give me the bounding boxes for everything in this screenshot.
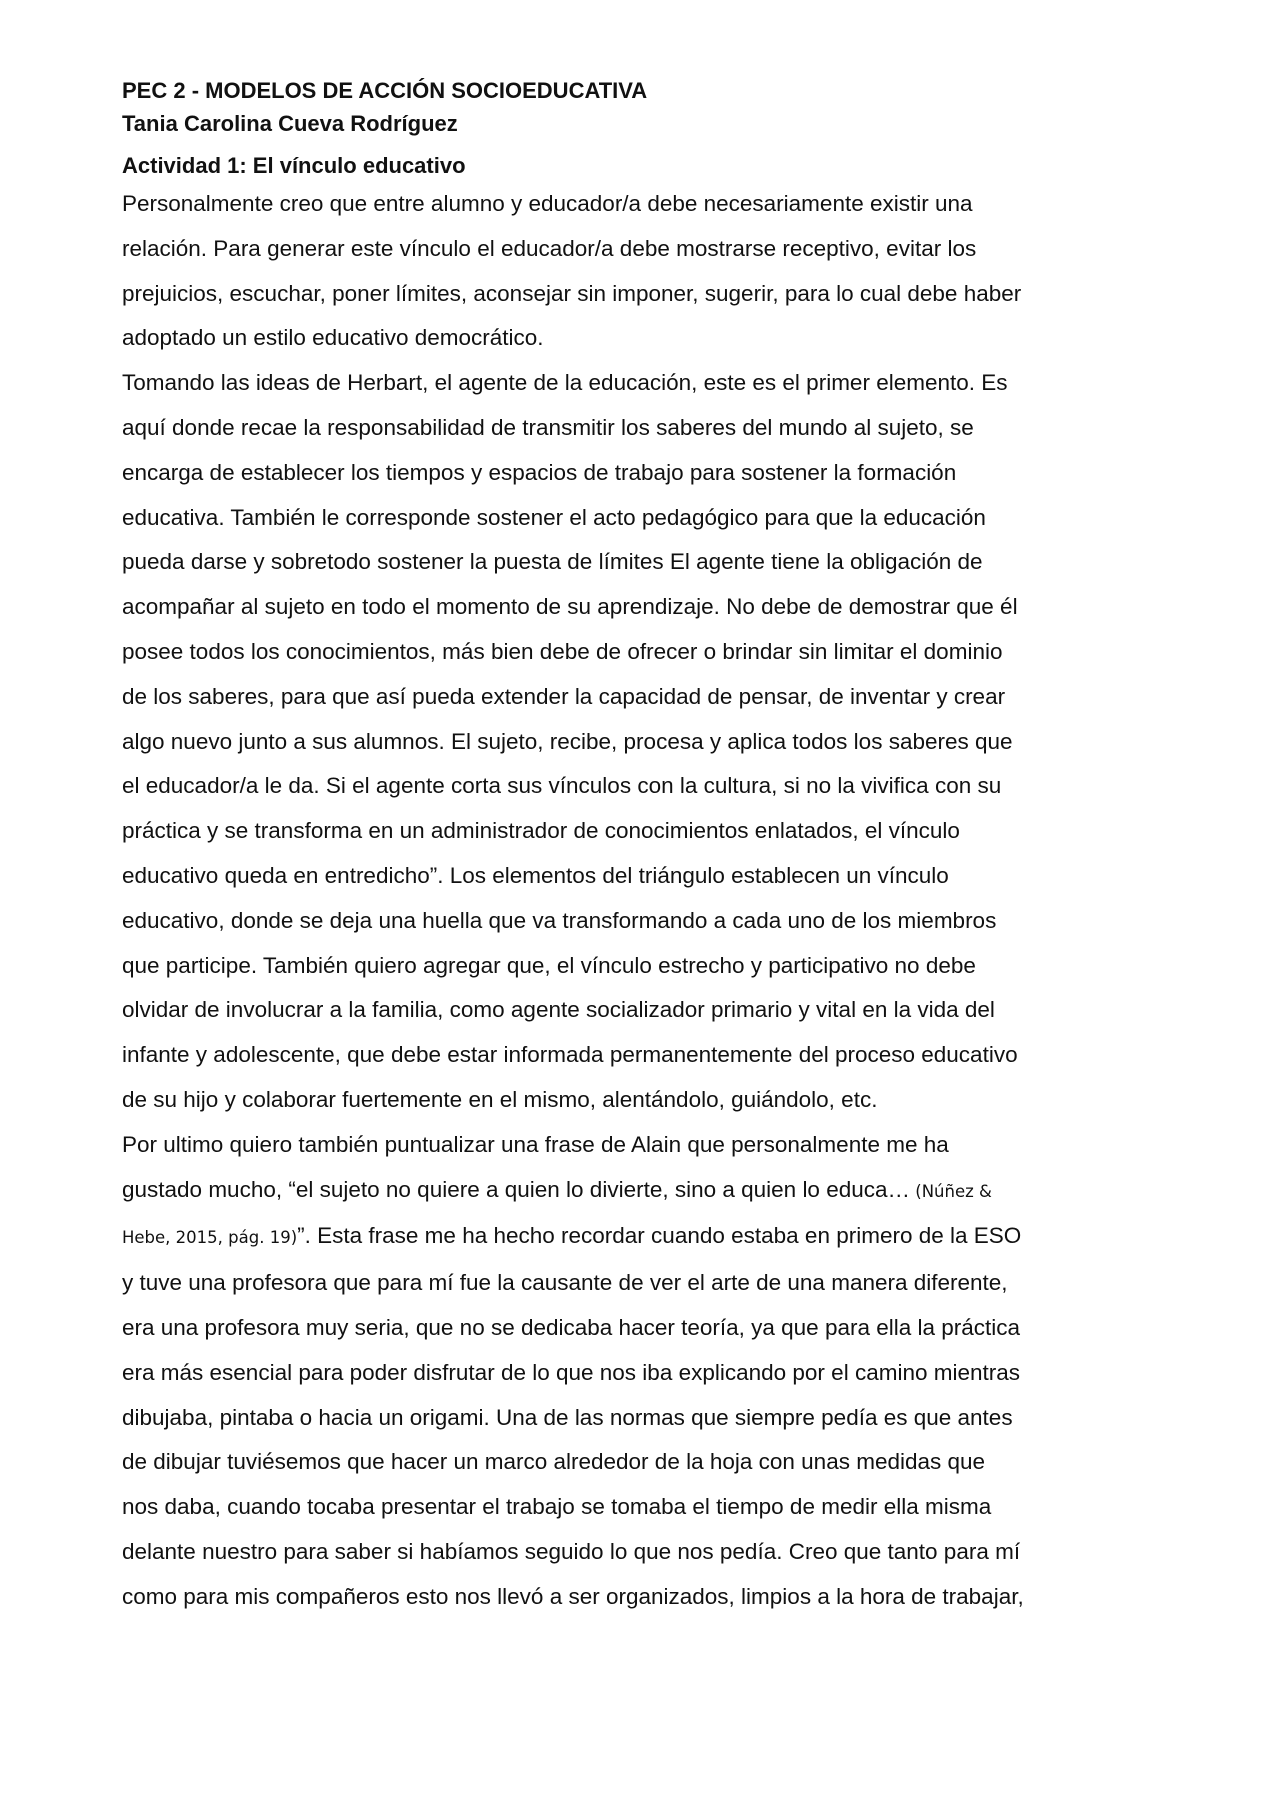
text-line: Personalmente creo que entre alumno y educador/a debe necesariamente existir una bbox=[122, 191, 973, 216]
text-line: de dibujar tuviésemos que hacer un marco alrededor de la hoja con unas medidas que bbox=[122, 1449, 986, 1475]
text-line: de su hijo y colaborar fuertemente en el mismo, alentándolo, guiándolo, etc. bbox=[122, 1086, 878, 1112]
quote-continuation: ”. Esta frase me ha hecho recordar cuando estaba en primero de la ESO bbox=[297, 1223, 1022, 1249]
author-name: Tania Carolina Cueva Rodríguez bbox=[122, 111, 458, 136]
text-line: como para mis compañeros esto nos llevó a ser organizados, limpios a la hora de trabajar, bbox=[122, 1583, 1024, 1609]
text-line: que participe. También quiero agregar que, el vínculo estrecho y participativo no debe bbox=[122, 952, 976, 978]
paragraph-herbart bbox=[122, 361, 1172, 1123]
text-line bbox=[122, 1168, 1172, 1215]
text-line: era más esencial para poder disfrutar de lo que nos iba explicando por el camino mientras bbox=[122, 1359, 1021, 1385]
paragraph-intro bbox=[122, 182, 1172, 361]
quote-text: gustado mucho, “el sujeto no quiere a quien lo divierte, sino a quien lo educa… bbox=[122, 1176, 911, 1202]
text-line: adoptado un estilo educativo democrático. bbox=[122, 325, 544, 351]
text-line: encarga de establecer los tiempos y espacios de trabajo para sostener la formación bbox=[122, 459, 957, 485]
text-line: de los saberes, para que así pueda extender la capacidad de pensar, de inventar y crear bbox=[122, 683, 1006, 709]
paragraph-alain bbox=[122, 1123, 1172, 1620]
text-line: algo nuevo junto a sus alumnos. El sujeto, recibe, procesa y aplica todos los saberes que bbox=[122, 728, 1013, 754]
text-line: dibujaba, pintaba o hacia un origami. Una de las normas que siempre pedía es que antes bbox=[122, 1404, 1013, 1430]
text-line: Por ultimo quiero también puntualizar una frase de Alain que personalmente me ha bbox=[122, 1131, 949, 1157]
text-line: y tuve una profesora que para mí fue la causante de ver el arte de una manera diferente, bbox=[122, 1270, 1008, 1296]
text-line: educativa. También le corresponde sostener el acto pedagógico para que la educación bbox=[122, 504, 986, 530]
text-line: aquí donde recae la responsabilidad de transmitir los saberes del mundo al sujeto, se bbox=[122, 414, 974, 440]
citation: Hebe, 2015, pág. 19) bbox=[122, 1228, 298, 1248]
text-line: pueda darse y sobretodo sostener la puesta de límites El agente tiene la obligación de bbox=[122, 549, 983, 575]
citation: (Núñez & bbox=[910, 1181, 992, 1201]
text-line: el educador/a le da. Si el agente corta sus vínculos con la cultura, si no la vivifica con su bbox=[122, 773, 1002, 799]
text-line: prejuicios, escuchar, poner límites, aconsejar sin imponer, sugerir, para lo cual debe haber bbox=[122, 280, 1022, 306]
text-line: posee todos los conocimientos, más bien debe de ofrecer o brindar sin limitar el dominio bbox=[122, 638, 1003, 664]
activity-heading: Actividad 1: El vínculo educativo bbox=[122, 153, 466, 178]
text-line: educativo queda en entredicho”. Los elementos del triángulo establecen un vínculo bbox=[122, 862, 949, 888]
text-line: olvidar de involucrar a la familia, como agente socializador primario y vital en la vida del bbox=[122, 997, 995, 1023]
text-line: educativo, donde se deja una huella que va transformando a cada uno de los miembros bbox=[122, 907, 997, 933]
text-line: infante y adolescente, que debe estar informada permanentemente del proceso educativo bbox=[122, 1042, 1018, 1068]
document-content bbox=[122, 74, 1172, 1620]
text-line: acompañar al sujeto en todo el momento de su aprendizaje. No debe de demostrar que él bbox=[122, 594, 1018, 620]
document-title: PEC 2 - MODELOS DE ACCIÓN SOCIOEDUCATIVA bbox=[122, 78, 648, 103]
text-line: delante nuestro para saber si habíamos seguido lo que nos pedía. Creo que tanto para mí bbox=[122, 1538, 1021, 1564]
text-line bbox=[122, 1214, 1172, 1261]
text-line: Tomando las ideas de Herbart, el agente de la educación, este es el primer elemento. Es bbox=[122, 370, 1008, 396]
text-line: era una profesora muy seria, que no se dedicaba hacer teoría, ya que para ella la práctica bbox=[122, 1314, 1021, 1340]
text-line: nos daba, cuando tocaba presentar el trabajo se tomaba el tiempo de medir ella misma bbox=[122, 1494, 992, 1520]
text-line: relación. Para generar este vínculo el educador/a debe mostrarse receptivo, evitar los bbox=[122, 235, 977, 261]
text-line: práctica y se transforma en un administrador de conocimientos enlatados, el vínculo bbox=[122, 818, 960, 844]
